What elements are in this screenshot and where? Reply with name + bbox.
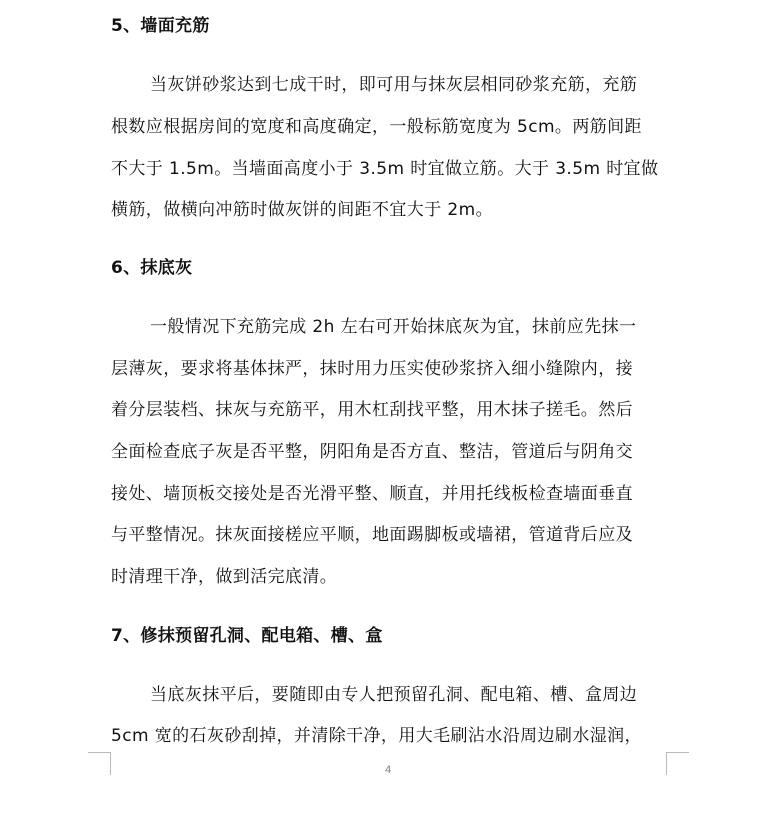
section-5-line-4: 横筋，做横向冲筋时做灰饼的间距不宜大于 2m。 (111, 200, 493, 220)
section-6-heading: 6、抹底灰 (111, 258, 193, 278)
section-6-line-3: 着分层装档、抹灰与充筋平，用木杠刮找平整，用木抹子搓毛。然后 (111, 400, 633, 420)
section-6-line-2: 层薄灰，要求将基体抹严，抹时用力压实使砂浆挤入细小缝隙内，接 (111, 359, 633, 379)
section-7-line-1: 当底灰抹平后，要随即由专人把预留孔洞、配电箱、槽、盒周边 (150, 685, 638, 705)
margin-corner-mark-left (88, 752, 111, 775)
section-5-line-1: 当灰饼砂浆达到七成干时，即可用与抹灰层相同砂浆充筋，充筋 (150, 75, 638, 95)
section-6-line-4: 全面检查底子灰是否平整，阴阳角是否方直、整洁，管道后与阴角交 (111, 442, 633, 462)
section-6-line-6: 与平整情况。抹灰面接槎应平顺，地面踢脚板或墙裙，管道背后应及 (111, 525, 633, 545)
section-5-heading: 5、墙面充筋 (111, 16, 210, 36)
section-6-line-1: 一般情况下充筋完成 2h 左右可开始抹底灰为宜，抹前应先抹一 (150, 317, 637, 337)
section-7-heading: 7、修抹预留孔洞、配电箱、槽、盒 (111, 626, 383, 646)
page-number: 4 (384, 764, 392, 776)
margin-corner-mark-right (666, 752, 689, 775)
section-5-line-3: 不大于 1.5m。当墙面高度小于 3.5m 时宜做立筋。大于 3.5m 时宜做 (111, 159, 659, 179)
section-7-line-2: 5cm 宽的石灰砂刮掉，并清除干净，用大毛刷沾水沿周边刷水湿润， (111, 726, 642, 746)
section-6-line-5: 接处、墙顶板交接处是否光滑平整、顺直，并用托线板检查墙面垂直 (111, 484, 633, 504)
section-5-line-2: 根数应根据房间的宽度和高度确定，一般标筋宽度为 5cm。两筋间距 (111, 117, 642, 137)
section-6-line-7: 时清理干净，做到活完底清。 (111, 567, 338, 587)
